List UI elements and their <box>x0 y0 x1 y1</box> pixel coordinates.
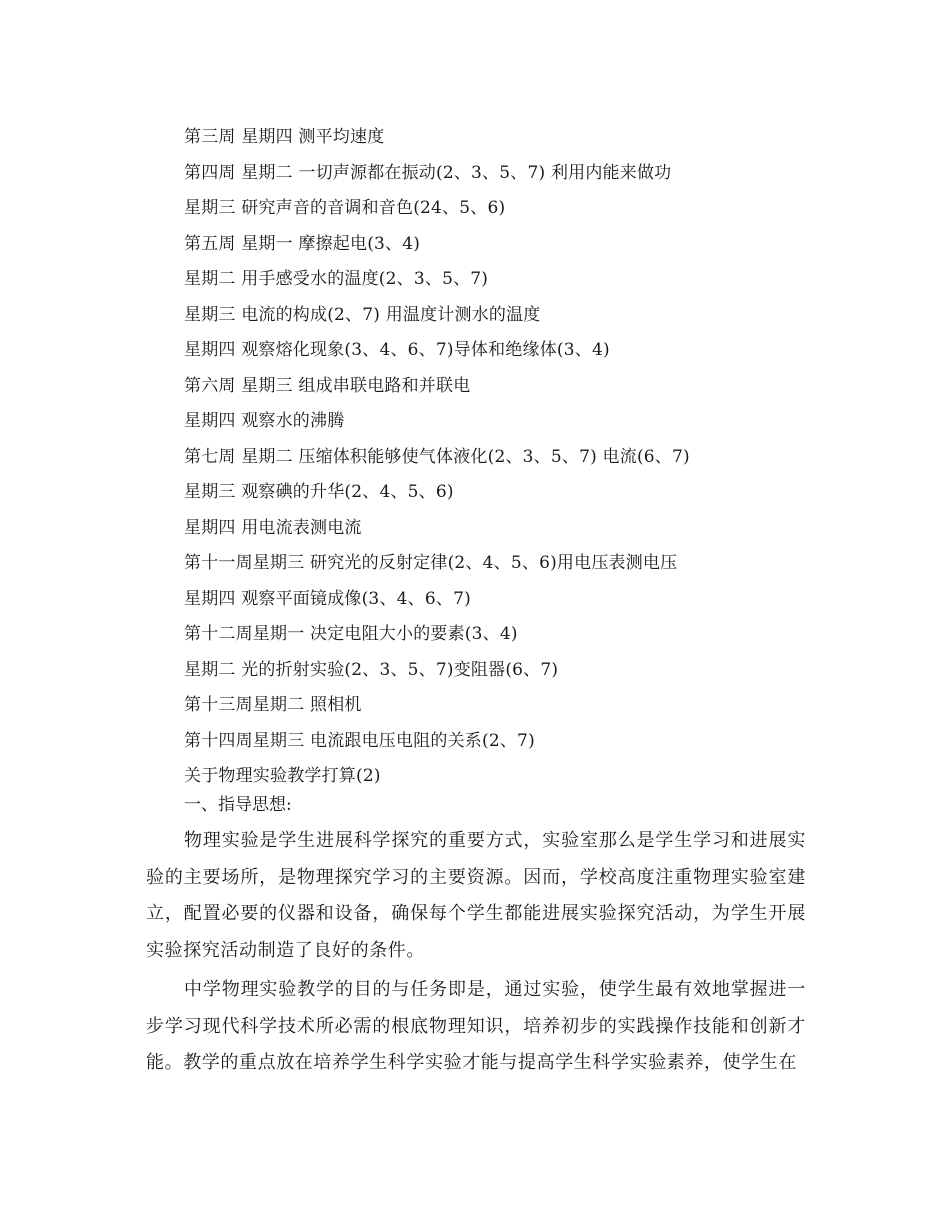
schedule-line: 星期四 观察平面镜成像(3、4、6、7) <box>184 588 471 609</box>
schedule-line: 第十二周星期一 决定电阻大小的要素(3、4) <box>184 624 518 644</box>
schedule-line: 星期三 电流的构成(2、7) 用温度计测水的温度 <box>184 304 541 325</box>
schedule-line: 星期四 用电流表测电流 <box>184 517 362 538</box>
schedule-line: 星期四 观察熔化现象(3、4、6、7)导体和绝缘体(3、4) <box>184 340 610 360</box>
schedule-line: 第十一周星期三 研究光的反射定律(2、4、5、6)用电压表测电压 <box>184 553 678 573</box>
schedule-line: 星期三 观察碘的升华(2、4、5、6) <box>184 482 454 502</box>
experiment-schedule <box>184 120 824 795</box>
schedule-line: 第十三周星期二 照相机 <box>184 695 362 715</box>
schedule-line: 星期三 研究声音的音调和音色(24、5、6) <box>184 198 506 218</box>
schedule-line: 星期二 光的折射实验(2、3、5、7)变阻器(6、7) <box>184 659 559 680</box>
schedule-line: 星期四 观察水的沸腾 <box>184 411 345 431</box>
schedule-line: 星期二 用手感受水的温度(2、3、5、7) <box>184 269 489 289</box>
schedule-line: 第六周 星期三 组成串联电路和并联电 <box>184 375 471 396</box>
schedule-line: 第十四周星期三 电流跟电压电阻的关系(2、7) <box>184 730 535 751</box>
schedule-line: 第七周 星期二 压缩体积能够使气体液化(2、3、5、7) 电流(6、7) <box>184 446 690 467</box>
document-section-title: 关于物理实验教学打算(2) <box>184 766 381 786</box>
guiding-ideology-section <box>146 787 806 1085</box>
schedule-line: 第三周 星期四 测平均速度 <box>184 127 385 147</box>
schedule-line: 第五周 星期一 摩擦起电(3、4) <box>184 233 421 254</box>
body-paragraph: 物理实验是学生进展科学探究的重要方式，实验室那么是学生学习和进展实验的主要场所，是物理探究学习的主要资源。因而，学校高度注重物理实验室建立，配置必要的仪器和设备，确保每个学生都能进展实验探究活动，为学生开展实验探究活动制造了良好的条件。 <box>146 830 806 961</box>
schedule-line: 第四周 星期二 一切声源都在振动(2、3、5、7) 利用内能来做功 <box>184 162 672 183</box>
section-heading: 一、指导思想: <box>184 795 292 815</box>
body-paragraph: 中学物理实验教学的目的与任务即是，通过实验，使学生最有效地掌握进一步学习现代科学技术所必需的根底物理知识，培养初步的实践操作技能和创新才能。教学的重点放在培养学生科学实验才能与提高学生科学实验素养，使学生在 <box>146 979 806 1073</box>
